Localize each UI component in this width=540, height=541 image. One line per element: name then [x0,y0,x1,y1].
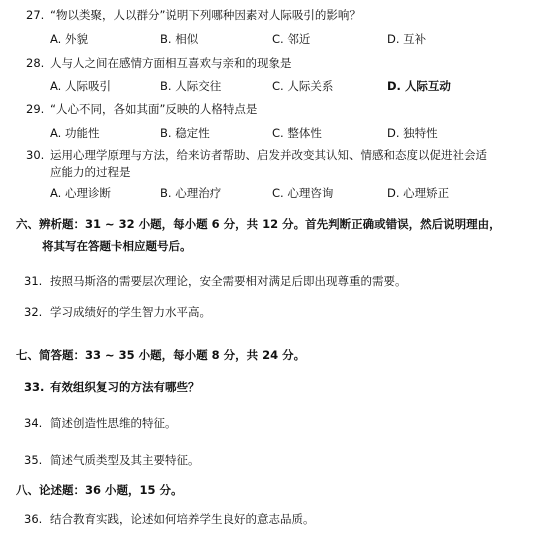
section-heading-6: 六、辨析题：31 ~ 32 小题，每小题 6 分，共 12 分。首先判断正确或错误，然后说明理由， [16,217,501,231]
option-b: B. 心理治疗 [160,186,222,200]
question-text: 结合教育实践，论述如何培养学生良好的意志品质。 [50,512,315,526]
section-heading-8: 八、论述题：36 小题，15 分。 [16,483,183,497]
option-b: B. 人际交往 [160,79,222,93]
question-number: 31. [24,274,43,288]
question-number: 32. [24,305,43,319]
option-a: A. 心理诊断 [50,186,111,200]
option-d: D. 互补 [387,32,427,46]
option-a: A. 人际吸引 [50,79,111,93]
option-b: B. 相似 [160,32,199,46]
option-c: C. 心理咨询 [272,186,334,200]
question-text: 简述气质类型及其主要特征。 [50,453,200,467]
question-number: 35. [24,453,43,467]
option-c: C. 邻近 [272,32,311,46]
question-number: 28. [26,56,45,70]
question-number: 27. [26,8,45,22]
option-c: C. 整体性 [272,126,322,140]
option-a: A. 功能性 [50,126,100,140]
question-text: 按照马斯洛的需要层次理论，安全需要相对满足后即出现尊重的需要。 [50,274,407,288]
question-text-line2: 应能力的过程是 [50,165,131,179]
option-c: C. 人际关系 [272,79,334,93]
option-d: D. 人际互动 [387,79,451,93]
question-number: 33. [24,380,45,394]
question-text: “物以类聚，人以群分”说明下列哪种因素对人际吸引的影响？ [50,8,361,22]
question-number: 30. [26,148,45,162]
question-number: 29. [26,102,45,116]
option-d: D. 心理矫正 [387,186,450,200]
question-text: “人心不同，各如其面”反映的人格特点是 [50,102,258,116]
section-heading-7: 七、简答题：33 ~ 35 小题，每小题 8 分，共 24 分。 [16,348,306,362]
option-d: D. 独特性 [387,126,438,140]
question-text: 简述创造性思维的特征。 [50,416,177,430]
question-text: 人与人之间在感情方面相互喜欢与亲和的现象是 [50,56,292,70]
question-number: 36. [24,512,43,526]
section-heading-6-line2: 将其写在答题卡相应题号后。 [42,239,192,253]
question-number: 34. [24,416,43,430]
option-b: B. 稳定性 [160,126,210,140]
question-text: 学习成绩好的学生智力水平高。 [50,305,211,319]
question-text: 有效组织复习的方法有哪些？ [50,380,200,394]
question-text: 运用心理学原理与方法，给来访者帮助、启发并改变其认知、情感和态度以促进社会适 [50,148,487,162]
option-a: A. 外貌 [50,32,88,46]
